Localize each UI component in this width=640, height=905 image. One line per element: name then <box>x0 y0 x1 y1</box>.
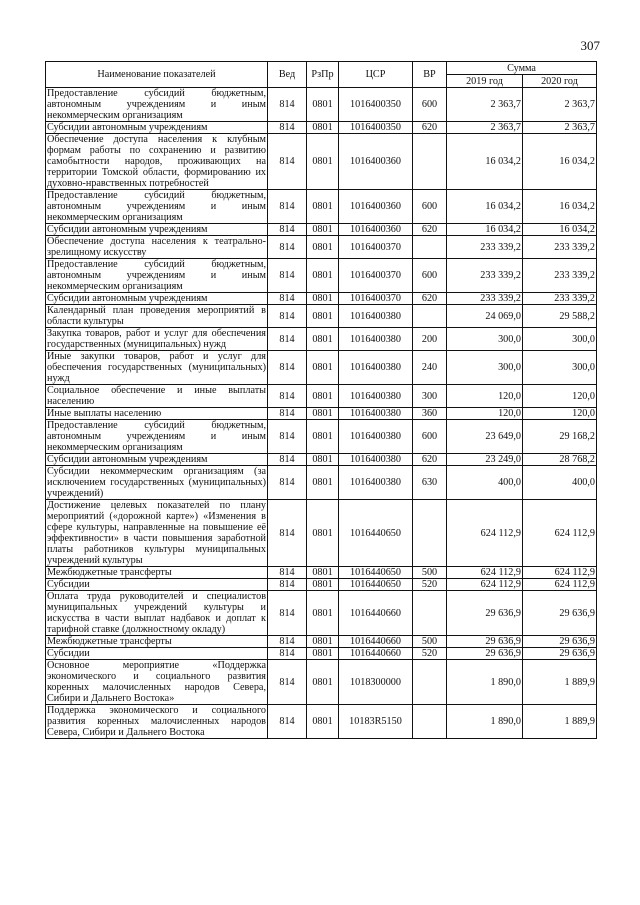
row-sum-2019: 29 636,9 <box>447 591 523 636</box>
row-csr: 10183R5150 <box>339 705 413 739</box>
row-sum-2019: 2 363,7 <box>447 88 523 122</box>
row-sum-2019: 29 636,9 <box>447 636 523 648</box>
row-sum-2019: 233 339,2 <box>447 259 523 293</box>
row-sum-2020: 300,0 <box>523 351 597 385</box>
row-name: Предоставление субсидий бюджетным, автономным учреждениям и иным некоммерческим организациям <box>47 420 266 453</box>
row-vr: 600 <box>413 88 447 122</box>
row-name: Основное мероприятие «Поддержка экономического и социального развития коренных малочисленных народов Севера, Сибири и Дальнего Востока» <box>47 660 266 704</box>
row-ved: 814 <box>268 293 307 305</box>
row-rzpr: 0801 <box>307 454 339 466</box>
row-sum-2019: 29 636,9 <box>447 648 523 660</box>
row-name: Предоставление субсидий бюджетным, автономным учреждениям и иным некоммерческим организациям <box>47 88 266 121</box>
row-sum-2019: 233 339,2 <box>447 236 523 259</box>
row-name: Иные выплаты населению <box>46 408 268 420</box>
row-rzpr: 0801 <box>307 420 339 454</box>
row-vr <box>413 236 447 259</box>
table-row <box>46 328 597 351</box>
row-name: Субсидии автономным учреждениям <box>46 224 268 236</box>
row-name: Закупка товаров, работ и услуг для обеспечения государственных (муниципальных) нужд <box>47 328 266 350</box>
row-name: Обеспечение доступа населения к клубным формам работы по сохранению и развитию самобытности народов, проживающих на территории Томской области, формированию их духовно-нравственных потребностей <box>47 134 266 189</box>
row-rzpr: 0801 <box>307 500 339 567</box>
row-name: Межбюджетные трансферты <box>46 567 268 579</box>
row-rzpr: 0801 <box>307 466 339 500</box>
row-ved: 814 <box>268 591 307 636</box>
row-csr: 1016400360 <box>339 134 413 190</box>
row-csr: 1016400350 <box>339 122 413 134</box>
row-csr: 1016400380 <box>339 420 413 454</box>
row-ved: 814 <box>268 420 307 454</box>
row-name: Межбюджетные трансферты <box>46 636 268 648</box>
row-vr: 520 <box>413 648 447 660</box>
row-name: Обеспечение доступа населения к театрально-зрелищному искусству <box>47 236 266 258</box>
row-rzpr: 0801 <box>307 408 339 420</box>
table-row <box>46 420 597 454</box>
row-name: Иные закупки товаров, работ и услуг для обеспечения государственных (муниципальных) нужд <box>47 351 266 384</box>
row-sum-2019: 16 034,2 <box>447 224 523 236</box>
row-rzpr: 0801 <box>307 122 339 134</box>
row-vr: 600 <box>413 190 447 224</box>
row-rzpr: 0801 <box>307 190 339 224</box>
row-sum-2019: 120,0 <box>447 385 523 408</box>
row-sum-2019: 16 034,2 <box>447 134 523 190</box>
row-csr: 1016400370 <box>339 293 413 305</box>
row-sum-2020: 233 339,2 <box>523 293 597 305</box>
row-sum-2019: 624 112,9 <box>447 567 523 579</box>
row-name: Предоставление субсидий бюджетным, автономным учреждениям и иным некоммерческим организациям <box>47 259 266 292</box>
row-name: Оплата труда руководителей и специалистов муниципальных учреждений культуры и искусства в части выплат надбавок и доплат к тарифной ставке (должностному окладу) <box>47 591 266 635</box>
table-row <box>46 122 597 134</box>
table-row <box>46 293 597 305</box>
header-2019: 2019 год <box>447 75 523 88</box>
row-rzpr: 0801 <box>307 591 339 636</box>
table-row <box>46 454 597 466</box>
row-vr: 600 <box>413 420 447 454</box>
row-csr: 1016440660 <box>339 591 413 636</box>
row-sum-2020: 16 034,2 <box>523 134 597 190</box>
row-ved: 814 <box>268 236 307 259</box>
row-rzpr: 0801 <box>307 305 339 328</box>
row-rzpr: 0801 <box>307 88 339 122</box>
row-sum-2020: 300,0 <box>523 328 597 351</box>
row-vr: 500 <box>413 636 447 648</box>
row-csr: 1016400380 <box>339 454 413 466</box>
table-row <box>46 648 597 660</box>
row-name: Субсидии <box>46 648 268 660</box>
table-body <box>46 88 597 739</box>
row-rzpr: 0801 <box>307 328 339 351</box>
table-row <box>46 579 597 591</box>
row-sum-2019: 624 112,9 <box>447 500 523 567</box>
table-row <box>46 224 597 236</box>
row-vr: 620 <box>413 454 447 466</box>
row-name: Субсидии автономным учреждениям <box>46 293 268 305</box>
row-sum-2020: 16 034,2 <box>523 190 597 224</box>
table-row <box>46 636 597 648</box>
table-row <box>46 466 597 500</box>
row-csr: 1016400380 <box>339 328 413 351</box>
row-ved: 814 <box>268 636 307 648</box>
row-vr: 630 <box>413 466 447 500</box>
row-sum-2020: 2 363,7 <box>523 88 597 122</box>
table-row <box>46 408 597 420</box>
row-sum-2020: 2 363,7 <box>523 122 597 134</box>
row-vr: 600 <box>413 259 447 293</box>
row-sum-2020: 29 636,9 <box>523 636 597 648</box>
row-ved: 814 <box>268 648 307 660</box>
row-rzpr: 0801 <box>307 385 339 408</box>
row-sum-2020: 400,0 <box>523 466 597 500</box>
row-name: Календарный план проведения мероприятий в области культуры <box>47 305 266 327</box>
row-vr <box>413 705 447 739</box>
row-rzpr: 0801 <box>307 567 339 579</box>
page-number: 307 <box>580 38 600 53</box>
row-sum-2020: 29 168,2 <box>523 420 597 454</box>
header-vr: ВР <box>413 62 447 88</box>
table-row <box>46 660 597 705</box>
row-sum-2020: 1 889,9 <box>523 705 597 739</box>
row-csr: 1016440650 <box>339 579 413 591</box>
row-csr: 1016400360 <box>339 224 413 236</box>
row-sum-2020: 120,0 <box>523 408 597 420</box>
row-vr <box>413 591 447 636</box>
row-rzpr: 0801 <box>307 660 339 705</box>
header-name: Наименование показателей <box>46 62 268 88</box>
table-row <box>46 190 597 224</box>
row-ved: 814 <box>268 579 307 591</box>
row-ved: 814 <box>268 408 307 420</box>
header-sum: Сумма <box>447 62 597 75</box>
row-sum-2019: 2 363,7 <box>447 122 523 134</box>
row-sum-2020: 16 034,2 <box>523 224 597 236</box>
row-csr: 1016400350 <box>339 88 413 122</box>
header-ved: Вед <box>268 62 307 88</box>
row-rzpr: 0801 <box>307 259 339 293</box>
row-sum-2019: 120,0 <box>447 408 523 420</box>
row-csr: 1016400380 <box>339 385 413 408</box>
row-csr: 1016440660 <box>339 648 413 660</box>
row-vr: 620 <box>413 122 447 134</box>
row-sum-2019: 400,0 <box>447 466 523 500</box>
row-rzpr: 0801 <box>307 224 339 236</box>
row-vr <box>413 660 447 705</box>
row-csr: 1016400380 <box>339 466 413 500</box>
row-vr <box>413 500 447 567</box>
table-row <box>46 500 597 567</box>
row-csr: 1016400370 <box>339 236 413 259</box>
table-row <box>46 305 597 328</box>
row-sum-2019: 300,0 <box>447 351 523 385</box>
row-sum-2020: 120,0 <box>523 385 597 408</box>
row-vr: 200 <box>413 328 447 351</box>
row-vr: 300 <box>413 385 447 408</box>
row-sum-2020: 1 889,9 <box>523 660 597 705</box>
row-vr: 500 <box>413 567 447 579</box>
budget-table <box>45 61 597 739</box>
row-ved: 814 <box>268 466 307 500</box>
row-sum-2019: 16 034,2 <box>447 190 523 224</box>
row-sum-2019: 23 249,0 <box>447 454 523 466</box>
row-ved: 814 <box>268 190 307 224</box>
row-ved: 814 <box>268 88 307 122</box>
table-row <box>46 567 597 579</box>
row-name: Субсидии автономным учреждениям <box>46 122 268 134</box>
row-sum-2019: 233 339,2 <box>447 293 523 305</box>
row-sum-2019: 23 649,0 <box>447 420 523 454</box>
row-csr: 1016400380 <box>339 305 413 328</box>
row-sum-2020: 624 112,9 <box>523 567 597 579</box>
row-name: Субсидии некоммерческим организациям (за исключением государственных (муниципальных) учреждений) <box>47 466 266 499</box>
row-rzpr: 0801 <box>307 236 339 259</box>
row-vr <box>413 134 447 190</box>
row-sum-2019: 1 890,0 <box>447 705 523 739</box>
row-rzpr: 0801 <box>307 636 339 648</box>
row-sum-2019: 624 112,9 <box>447 579 523 591</box>
row-csr: 1018300000 <box>339 660 413 705</box>
row-vr: 620 <box>413 224 447 236</box>
row-rzpr: 0801 <box>307 705 339 739</box>
row-name: Субсидии <box>46 579 268 591</box>
row-ved: 814 <box>268 454 307 466</box>
row-name: Социальное обеспечение и иные выплаты населению <box>47 385 266 407</box>
table-row <box>46 591 597 636</box>
row-ved: 814 <box>268 500 307 567</box>
row-ved: 814 <box>268 385 307 408</box>
row-sum-2019: 1 890,0 <box>447 660 523 705</box>
table-row <box>46 259 597 293</box>
row-ved: 814 <box>268 351 307 385</box>
row-csr: 1016440650 <box>339 567 413 579</box>
row-sum-2020: 28 768,2 <box>523 454 597 466</box>
row-csr: 1016400380 <box>339 351 413 385</box>
table-row <box>46 385 597 408</box>
row-ved: 814 <box>268 305 307 328</box>
row-vr: 240 <box>413 351 447 385</box>
table-header <box>46 62 597 88</box>
row-csr: 1016400360 <box>339 190 413 224</box>
row-ved: 814 <box>268 705 307 739</box>
row-name: Субсидии автономным учреждениям <box>46 454 268 466</box>
header-2020: 2020 год <box>523 75 597 88</box>
row-csr: 1016400370 <box>339 259 413 293</box>
row-name: Достижение целевых показателей по плану мероприятий («дорожной карте») «Изменения в сфере культуры, направленные на повышение её эффективности» в части повышения заработной платы работников культуры муниципальных учреждений культуры <box>47 500 266 566</box>
row-rzpr: 0801 <box>307 293 339 305</box>
row-vr: 620 <box>413 293 447 305</box>
row-rzpr: 0801 <box>307 579 339 591</box>
table-row <box>46 134 597 190</box>
row-sum-2020: 233 339,2 <box>523 236 597 259</box>
row-sum-2020: 29 636,9 <box>523 591 597 636</box>
row-sum-2020: 233 339,2 <box>523 259 597 293</box>
row-vr: 520 <box>413 579 447 591</box>
row-rzpr: 0801 <box>307 351 339 385</box>
row-sum-2020: 29 636,9 <box>523 648 597 660</box>
row-ved: 814 <box>268 259 307 293</box>
header-rzpr: РзПр <box>307 62 339 88</box>
table-row <box>46 351 597 385</box>
row-sum-2019: 300,0 <box>447 328 523 351</box>
row-rzpr: 0801 <box>307 648 339 660</box>
row-csr: 1016440650 <box>339 500 413 567</box>
row-vr <box>413 305 447 328</box>
row-ved: 814 <box>268 224 307 236</box>
row-ved: 814 <box>268 122 307 134</box>
row-sum-2019: 24 069,0 <box>447 305 523 328</box>
row-ved: 814 <box>268 134 307 190</box>
row-rzpr: 0801 <box>307 134 339 190</box>
row-ved: 814 <box>268 567 307 579</box>
row-ved: 814 <box>268 660 307 705</box>
row-sum-2020: 29 588,2 <box>523 305 597 328</box>
row-ved: 814 <box>268 328 307 351</box>
row-csr: 1016440660 <box>339 636 413 648</box>
table-row <box>46 705 597 739</box>
row-sum-2020: 624 112,9 <box>523 579 597 591</box>
table-row <box>46 236 597 259</box>
row-name: Предоставление субсидий бюджетным, автономным учреждениям и иным некоммерческим организациям <box>47 190 266 223</box>
row-csr: 1016400380 <box>339 408 413 420</box>
row-name: Поддержка экономического и социального развития коренных малочисленных народов Севера, Сибири и Дальнего Востока <box>47 705 266 738</box>
header-csr: ЦСР <box>339 62 413 88</box>
row-vr: 360 <box>413 408 447 420</box>
table-row <box>46 88 597 122</box>
row-sum-2020: 624 112,9 <box>523 500 597 567</box>
